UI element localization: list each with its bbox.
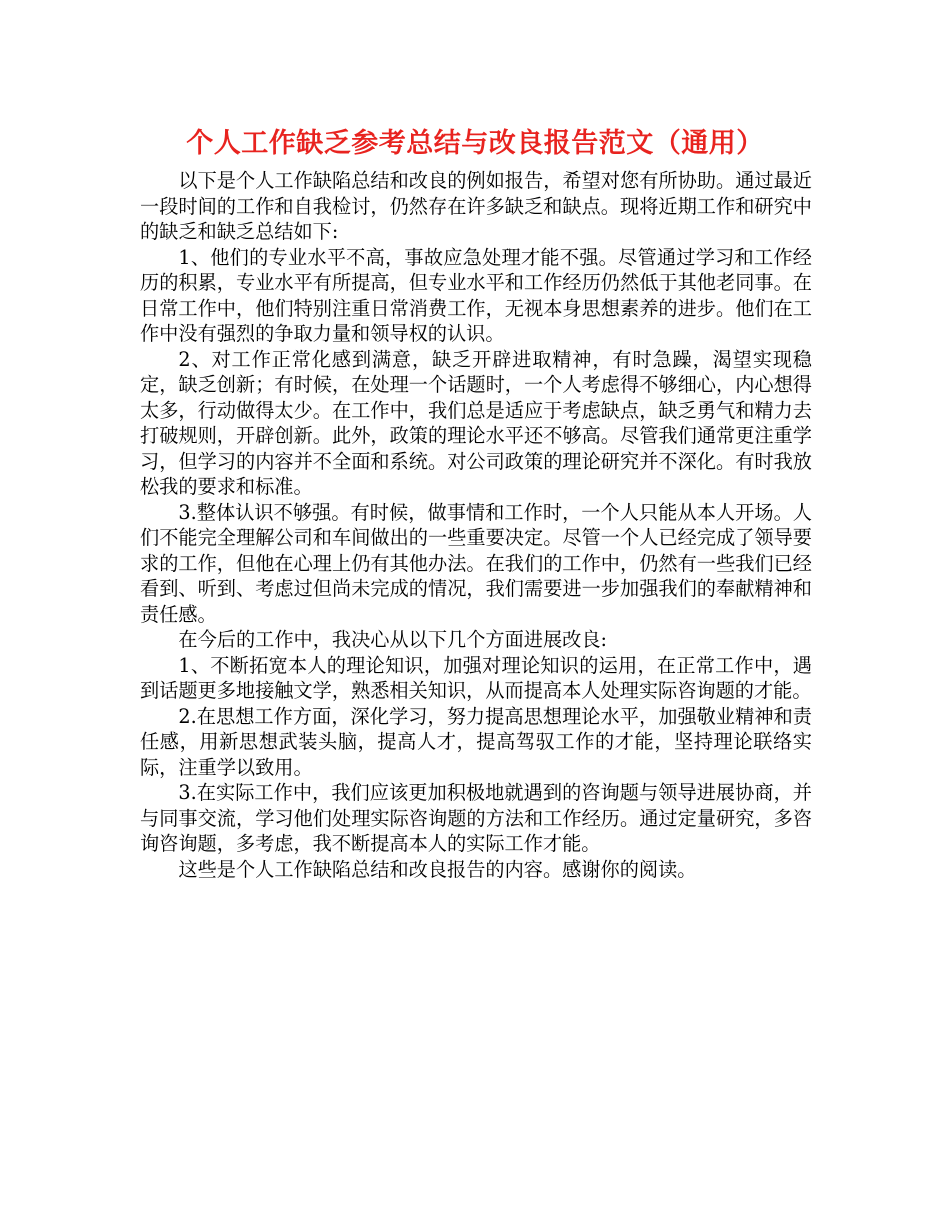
shortcoming-2-paragraph: 2、对工作正常化感到满意，缺乏开辟进取精神，有时急躁，渴望实现稳定，缺乏创新；有时候，在处理一个话题时，一个人考虑得不够细心，内心想得太多，行动做得太少。在工作中，我们总是适应于考虑缺点，缺乏勇气和精力去打破规则，开辟创新。此外，政策的理论水平还不够高。尽管我们通常更注重学习，但学习的内容并不全面和系统。对公司政策的理论研究并不深化。有时我放松我的要求和标准。 <box>140 347 812 498</box>
document-body <box>140 168 812 882</box>
improvement-1-paragraph: 1、不断拓宽本人的理论知识，加强对理论知识的运用，在正常工作中，遇到话题更多地接触文学，熟悉相关知识，从而提高本人处理实际咨询题的才能。 <box>140 653 812 702</box>
improvement-3-paragraph: 3.在实际工作中，我们应该更加积极地就遇到的咨询题与领导进展协商，并与同事交流，学习他们处理实际咨询题的方法和工作经历。通过定量研究，多咨询咨询题，多考虑，我不断提高本人的实际工作才能。 <box>140 781 812 855</box>
intro-paragraph: 以下是个人工作缺陷总结和改良的例如报告，希望对您有所协助。通过最近一段时间的工作和自我检讨，仍然存在许多缺乏和缺点。现将近期工作和研究中的缺乏和缺乏总结如下: <box>140 169 812 243</box>
closing-paragraph: 这些是个人工作缺陷总结和改良报告的内容。感谢你的阅读。 <box>178 857 697 881</box>
document-title: 个人工作缺乏参考总结与改良报告范文（通用） <box>186 128 764 159</box>
shortcoming-3-paragraph: 3.整体认识不够强。有时候，做事情和工作时，一个人只能从本人开场。人们不能完全理解公司和车间做出的一些重要决定。尽管一个人已经完成了领导要求的工作，但他在心理上仍有其他办法。在我们的工作中，仍然有一些我们已经看到、听到、考虑过但尚未完成的情况，我们需要进一步加强我们的奉献精神和责任感。 <box>140 500 812 626</box>
improvement-2-paragraph: 2.在思想工作方面，深化学习，努力提高思想理论水平，加强敬业精神和责任感，用新思想武装头脑，提高人才，提高驾驭工作的才能，坚持理论联络实际，注重学以致用。 <box>140 704 812 779</box>
shortcoming-1-paragraph: 1、他们的专业水平不高，事故应急处理才能不强。尽管通过学习和工作经历的积累，专业水平有所提高，但专业水平和工作经历仍然低于其他老同事。在日常工作中，他们特别注重日常消费工作，无视本身思想素养的进步。他们在工作中没有强烈的争取力量和领导权的认识。 <box>140 245 812 345</box>
improvement-intro-paragraph: 在今后的工作中，我决心从以下几个方面进展改良: <box>178 628 607 651</box>
